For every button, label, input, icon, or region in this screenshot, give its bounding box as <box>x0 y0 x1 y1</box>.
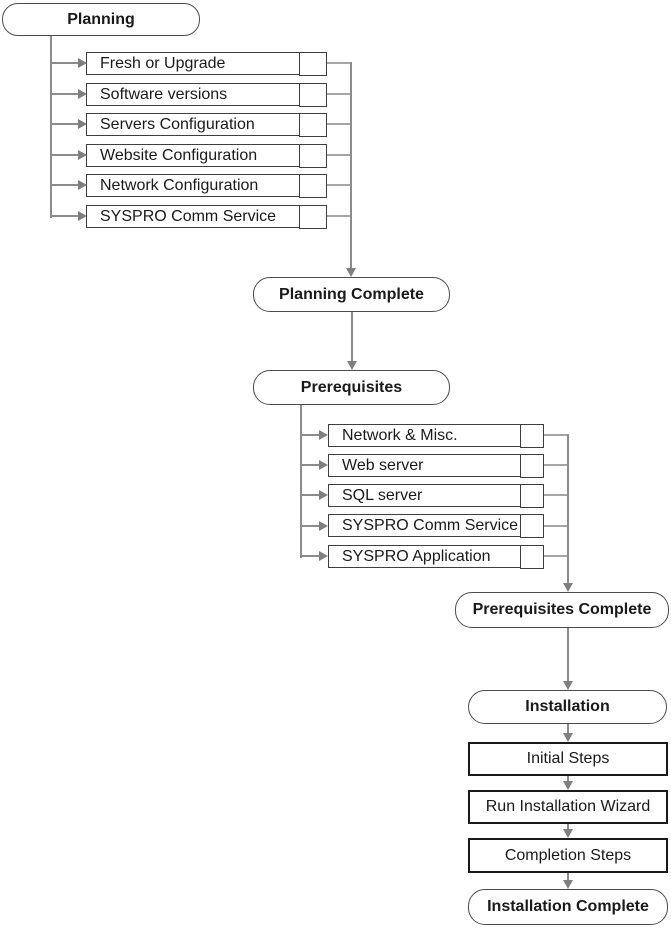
connector-line <box>567 434 569 584</box>
node-prerequisites <box>253 370 450 405</box>
node-label: Installation <box>525 698 610 715</box>
node-planning <box>2 3 200 36</box>
step-label: Website Configuration <box>100 146 258 164</box>
node-label: Installation Complete <box>487 898 649 915</box>
status-cell <box>520 454 544 478</box>
connector-line <box>541 555 569 557</box>
step-box-network-configuration <box>86 174 326 197</box>
step-label: Initial Steps <box>526 750 610 767</box>
step-label: Completion Steps <box>504 846 632 864</box>
step-label: Fresh or Upgrade <box>100 54 226 72</box>
node-installation <box>468 690 667 724</box>
status-cell <box>520 545 544 569</box>
step-label: SQL server <box>342 486 423 504</box>
arrow-head <box>563 829 573 838</box>
connector-line <box>50 215 78 217</box>
step-box-web-server <box>328 454 543 477</box>
status-cell <box>520 484 544 508</box>
node-label: Prerequisites Complete <box>472 601 652 618</box>
connector-line <box>541 464 569 466</box>
arrow-head <box>563 781 573 790</box>
connector-line <box>50 93 78 95</box>
node-planning-complete <box>253 277 450 312</box>
step-label: SYSPRO Comm Service <box>342 516 519 534</box>
connector-line <box>50 123 78 125</box>
connector-line <box>324 154 352 156</box>
arrow-head <box>319 430 328 440</box>
step-label: Servers Configuration <box>100 115 255 133</box>
arrow-head <box>563 733 573 742</box>
connector-line <box>300 494 320 496</box>
step-label: Network & Misc. <box>342 426 458 444</box>
node-prerequisites-complete <box>455 592 669 628</box>
status-cell <box>299 52 327 76</box>
arrow-head <box>319 490 328 500</box>
arrow-head <box>319 521 328 531</box>
connector-line <box>324 215 352 217</box>
status-cell <box>299 113 327 137</box>
connector-line <box>351 312 353 361</box>
step-box-servers-configuration <box>86 113 326 136</box>
status-cell <box>520 424 544 448</box>
connector-line <box>541 434 569 436</box>
step-box-website-configuration <box>86 144 326 167</box>
connector-line <box>541 494 569 496</box>
step-label: SYSPRO Comm Service <box>100 207 277 225</box>
status-cell <box>520 514 544 538</box>
step-box-completion-steps <box>468 838 668 873</box>
connector-line <box>50 62 78 64</box>
status-cell <box>299 174 327 198</box>
connector-line <box>324 62 352 64</box>
step-box-initial-steps <box>468 742 668 776</box>
arrow-head <box>347 361 357 370</box>
arrow-head <box>346 268 356 277</box>
connector-line <box>350 62 352 270</box>
step-box-sql-server <box>328 484 543 507</box>
connector-line <box>324 184 352 186</box>
connector-line <box>541 525 569 527</box>
arrow-head <box>563 681 573 690</box>
arrow-head <box>563 583 573 592</box>
connector-line <box>567 628 569 682</box>
node-label: Prerequisites <box>300 378 403 396</box>
connector-line <box>324 123 352 125</box>
status-cell <box>299 144 327 168</box>
step-box-software-versions <box>86 83 326 106</box>
arrow-head <box>563 880 573 889</box>
step-box-syspro-comm-service-prereq <box>328 514 543 537</box>
connector-line <box>300 555 320 557</box>
status-cell <box>299 205 327 229</box>
step-box-network-misc <box>328 424 543 447</box>
connector-line <box>324 93 352 95</box>
arrow-head <box>319 551 328 561</box>
step-label: SYSPRO Application <box>342 547 491 565</box>
node-installation-complete <box>468 889 668 925</box>
step-label: Run Installation Wizard <box>485 798 651 815</box>
status-cell <box>299 83 327 107</box>
step-label: Web server <box>342 456 424 474</box>
step-box-fresh-or-upgrade <box>86 52 326 75</box>
arrow-head <box>319 460 328 470</box>
step-box-syspro-application <box>328 545 543 568</box>
step-label: Software versions <box>100 85 228 103</box>
node-label: Planning Complete <box>279 285 424 303</box>
step-box-run-installation-wizard <box>468 790 668 824</box>
step-label: Network Configuration <box>100 176 259 194</box>
connector-line <box>50 184 78 186</box>
connector-line <box>300 404 302 558</box>
connector-line <box>300 434 320 436</box>
connector-line <box>300 525 320 527</box>
step-box-syspro-comm-service <box>86 205 326 228</box>
node-label: Planning <box>67 10 135 28</box>
connector-line <box>50 154 78 156</box>
connector-line <box>300 464 320 466</box>
